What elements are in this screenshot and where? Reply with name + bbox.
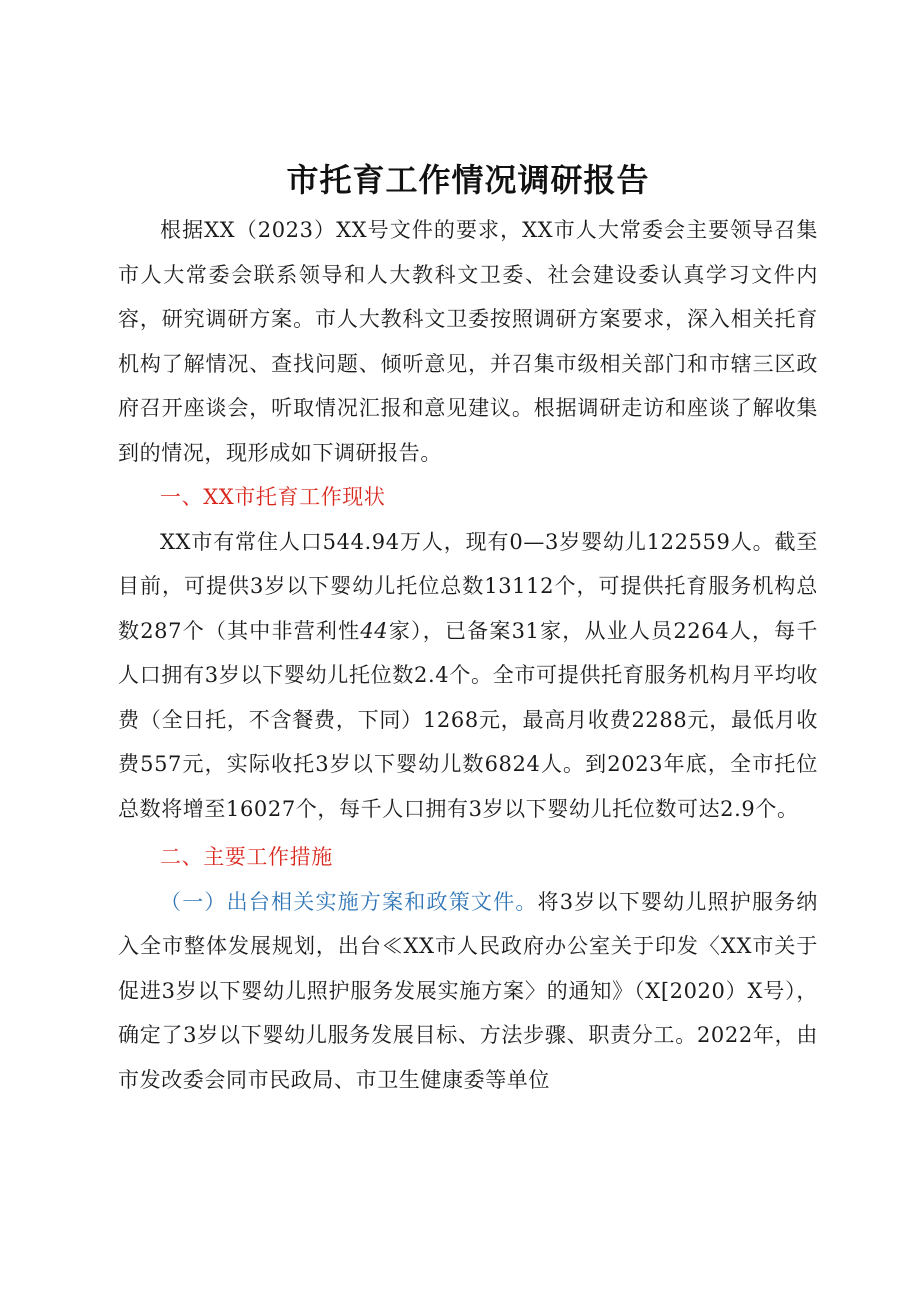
intro-paragraph: 根据XX（2023）XX号文件的要求，XX市人大常委会主要领导召集市人大常委会联系领导和人大教科文卫委、社会建设委认真学习文件内容，研究调研方案。市人大教科文卫委按照调研方案要求，深入相关托育机构了解情况、查找问题、倾听意见，并召集市级相关部门和市辖三区政府召开座谈会，听取情况汇报和意见建议。根据调研走访和座谈了解收集到的情况，现形成如下调研报告。 [118,218,818,465]
current-status-paragraph [118,520,818,832]
nonprofit-count: 44 [360,618,389,643]
current-status-text-part2: 家），已备案31家，从业人员2264人，每千人口拥有3岁以下婴幼儿托位数2.4个。全市可提供托育服务机构月平均收费（全日托，不含餐费，下同）1268元，最高月收费2288元，最低月收费557元，实际收托3岁以下婴幼儿数6824人。到2023年底，全市托位总数将增至16027个，每千人口拥有3岁以下婴幼儿托位数可达2.9个。 [118,618,818,821]
subsection-heading-policy-documents: （一）出台相关实施方案和政策文件。 [160,889,538,914]
current-status-text-part1: XX市有常住人口544.94万人，现有0—3岁婴幼儿122559人。截至目前，可提供3岁以下婴幼儿托位总数13112个，可提供托育服务机构总数287个（其中非营利性 [118,529,818,643]
section-heading-current-status: 一、XX市托育工作现状 [160,485,386,509]
document-page [118,152,818,1102]
section-heading-main-measures: 二、主要工作措施 [160,845,333,869]
document-title: 市托育工作情况调研报告 [286,161,650,199]
measures-paragraph-1 [118,880,818,1103]
measures-text-1: 将3岁以下婴幼儿照护服务纳入全市整体发展规划，出台≪XX市人民政府办公室关于印发〈XX市关于促进3岁以下婴幼儿照护服务发展实施方案〉的通知》（X[2020）X号），确定了3岁以下婴幼儿服务发展目标、方法步骤、职责分工。2022年，由市发改委会同市民政局、市卫生健康委等单位 [118,889,818,1092]
